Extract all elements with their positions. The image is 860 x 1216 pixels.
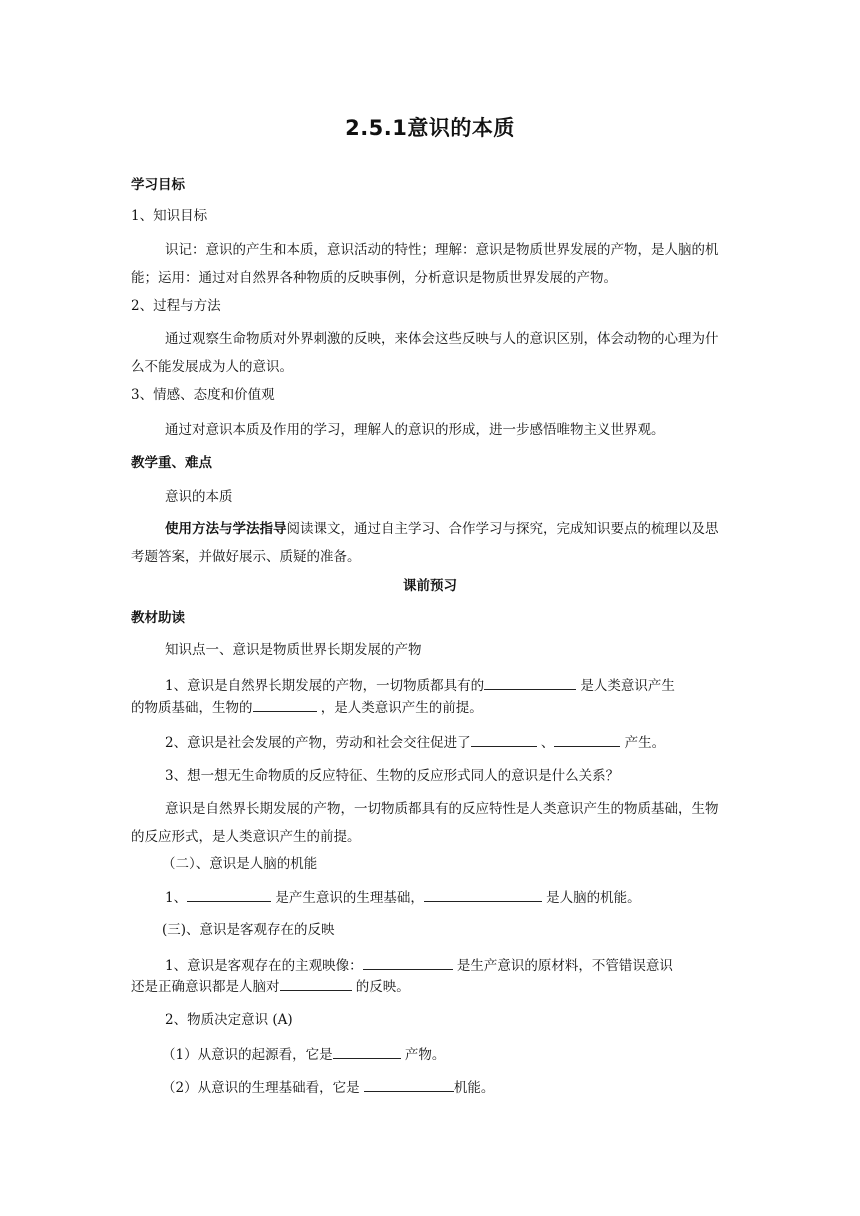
question-4: 1、 是产生意识的生理基础， 是人脑的机能。	[165, 887, 641, 908]
method-label: 使用方法与学法指导	[165, 521, 287, 537]
knowledge-point-3: (三)、意识是客观存在的反映	[162, 922, 335, 938]
key-points-heading: 教学重、难点	[131, 455, 212, 471]
objective-2-text: 通过观察生命物质对外界刺激的反映，来体会这些反映与人的意识区别，体会动物的心理为什么不能发展成为人的意识。	[131, 331, 719, 375]
question-1-line-1: 1、意识是自然界长期发展的产物，一切物质都具有的 是人类意识产生	[165, 675, 675, 696]
textbook-aid-heading: 教材助读	[131, 610, 185, 626]
question-8: （2）从意识的生理基础看，它是 机能。	[162, 1077, 494, 1098]
fill-blank[interactable]	[471, 732, 537, 747]
key-points-text: 意识的本质	[165, 489, 233, 505]
question-5-line-1: 1、意识是客观存在的主观映像： 是生产意识的原材料，不管错误意识	[165, 955, 673, 976]
objective-1: 1、知识目标	[131, 208, 208, 224]
fill-blank[interactable]	[554, 732, 620, 747]
fill-blank[interactable]	[253, 697, 317, 712]
method-text: 阅读课文，通过自主学习、合作学习与探究，完成知识要点的梳理以及思考题答案，并做好展示、质疑的准备。	[131, 521, 719, 565]
objective-2: 2、过程与方法	[131, 298, 221, 314]
objective-1-text: 识记：意识的产生和本质，意识活动的特性；理解：意识是物质世界发展的产物，是人脑的机能；运用：通过对自然界各种物质的反映事例，分析意识是物质世界发展的产物。	[131, 242, 719, 286]
question-3: 3、想一想无生命物质的反应特征、生物的反应形式同人的意识是什么关系？	[165, 768, 620, 784]
fill-blank[interactable]	[187, 887, 271, 902]
objective-3-text: 通过对意识本质及作用的学习，理解人的意识的形成，进一步感悟唯物主义世界观。	[165, 422, 665, 438]
fill-blank[interactable]	[424, 887, 542, 902]
answer-paragraph: 意识是自然界长期发展的产物，一切物质都具有的反应特性是人类意识产生的物质基础，生物的反应形式，是人类意识产生的前提。	[131, 801, 719, 845]
knowledge-point-1: 知识点一、意识是物质世界长期发展的产物	[165, 642, 422, 658]
question-7: （1）从意识的起源看，它是 产物。	[162, 1044, 445, 1065]
page-title: 2.5.1意识的本质	[345, 116, 515, 140]
fill-blank[interactable]	[280, 976, 352, 991]
fill-blank[interactable]	[364, 1077, 454, 1092]
question-6: 2、物质决定意识 (A)	[165, 1012, 293, 1028]
fill-blank[interactable]	[484, 675, 576, 690]
method-paragraph	[131, 515, 731, 571]
knowledge-point-2: （二）、意识是人脑的机能	[162, 856, 318, 872]
question-5-line-2: 还是正确意识都是人脑对 的反映。	[131, 976, 410, 997]
objective-3: 3、情感、态度和价值观	[131, 387, 275, 403]
question-2: 2、意识是社会发展的产物，劳动和社会交往促进了 、 产生。	[165, 732, 665, 753]
objectives-heading: 学习目标	[131, 177, 185, 193]
fill-blank[interactable]	[333, 1044, 401, 1059]
question-1-line-2: 的物质基础，生物的 ，是人类意识产生的前提。	[131, 697, 483, 718]
preview-heading: 课前预习	[403, 578, 457, 594]
fill-blank[interactable]	[363, 955, 453, 970]
